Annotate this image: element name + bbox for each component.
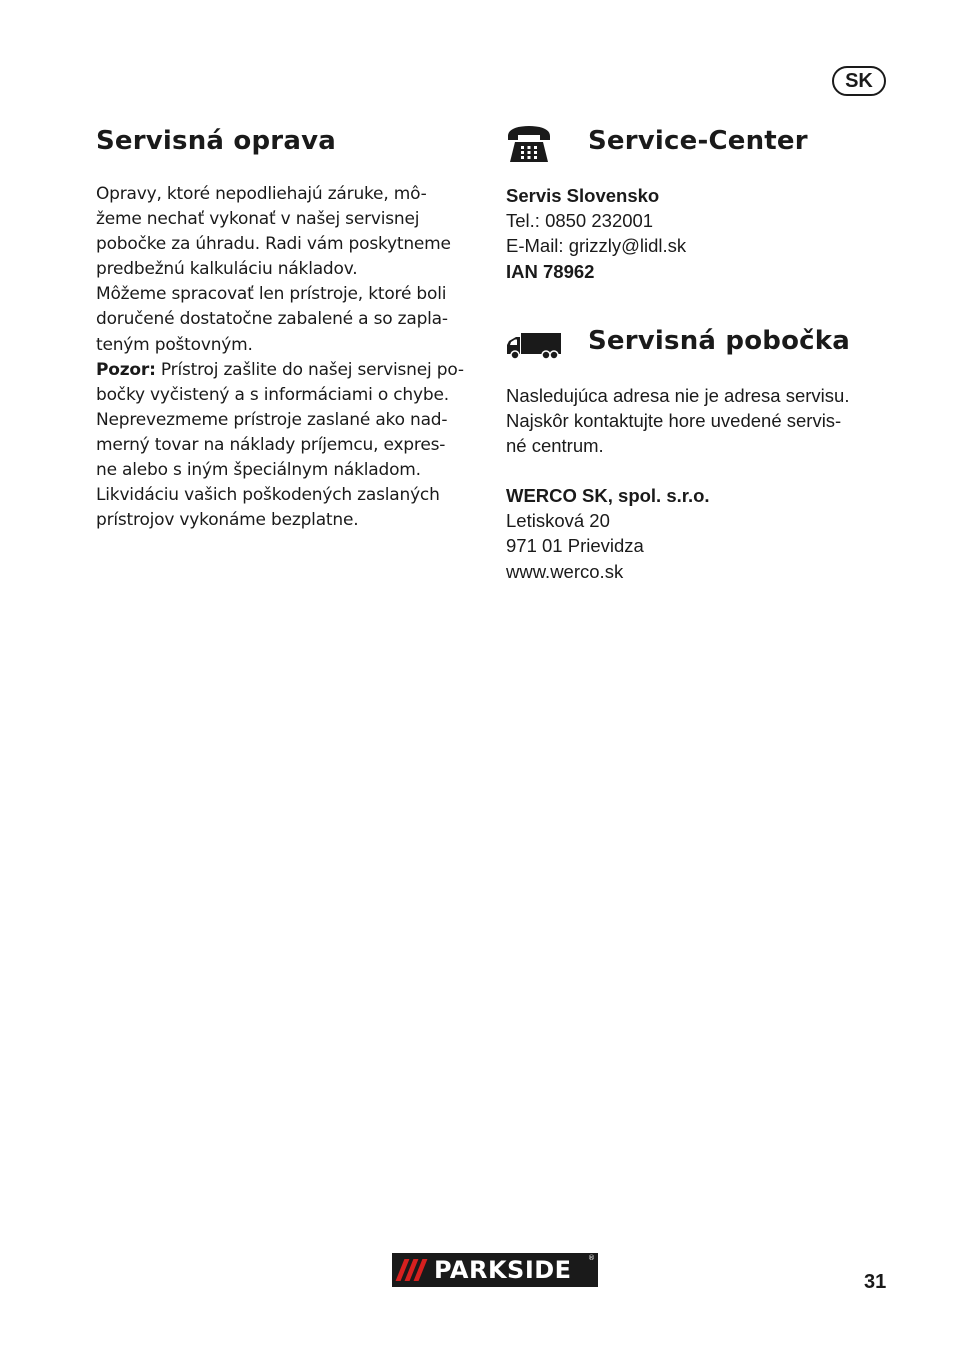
service-email: E-Mail: grizzly@lidl.sk (506, 235, 687, 257)
notice-line: Nasledujúca adresa nie je adresa servisu. (506, 385, 850, 406)
service-ian: IAN 78962 (506, 260, 595, 282)
repair-line: doručené dostatočne zabalené a so zapla- (96, 309, 448, 330)
service-branch-heading: Servisná pobočka (588, 326, 851, 356)
branch-notice (506, 383, 906, 459)
notice-line: né centrum. (506, 435, 604, 457)
repair-line: Opravy, ktoré nepodliehajú záruke, mô- (96, 184, 427, 204)
service-center-contact (506, 183, 906, 284)
notice-line: Najskôr kontaktujte hore uvedené servis- (506, 410, 842, 432)
service-phone: Tel.: 0850 232001 (506, 210, 654, 232)
logo-slashes (392, 1253, 432, 1287)
logo-text: PARKSIDE (434, 1256, 572, 1284)
branch-street: Letisková 20 (506, 510, 610, 532)
telephone-icon (506, 124, 552, 164)
warning-line: ne alebo s iným špeciálnym nákladom. (96, 460, 421, 481)
service-center-heading: Service-Center (588, 126, 808, 156)
repair-heading: Servisná oprava (96, 126, 336, 156)
warning-line: Neprevezmeme prístroje zaslané ako nad- (96, 409, 448, 430)
repair-body (96, 182, 484, 533)
warning-text: Prístroj zašlite do našej servisnej po- (155, 359, 464, 380)
repair-line: žeme nechať vykonať v našej servisnej (96, 209, 420, 230)
warning-line: prístrojov vykonáme bezplatne. (96, 510, 359, 531)
registered-mark: ® (588, 1254, 595, 1262)
branch-address (506, 483, 906, 584)
warning-label: Pozor: (96, 359, 156, 380)
warning-line: merný tovar na náklady príjemcu, expres- (96, 434, 446, 455)
repair-line: teným poštovným. (96, 334, 253, 355)
language-badge: SK (832, 66, 886, 96)
repair-line: predbežnú kalkuláciu nákladov. (96, 259, 358, 280)
truck-icon (506, 332, 562, 360)
parkside-logo (392, 1253, 598, 1287)
branch-website: www.werco.sk (506, 560, 624, 582)
branch-city: 971 01 Prievidza (506, 535, 644, 557)
warning-line: bočky vyčistený a s informáciami o chybe. (96, 384, 449, 405)
repair-line: Môžeme spracovať len prístroje, ktoré boli (96, 284, 447, 305)
service-name: Servis Slovensko (506, 185, 660, 206)
warning-line: Likvidáciu vašich poškodených zaslaných (96, 485, 440, 506)
branch-company: WERCO SK, spol. s.r.o. (506, 485, 710, 506)
repair-line: pobočke za úhradu. Radi vám poskytneme (96, 234, 451, 255)
page-number: 31 (864, 1271, 887, 1293)
warning-line (96, 358, 484, 383)
